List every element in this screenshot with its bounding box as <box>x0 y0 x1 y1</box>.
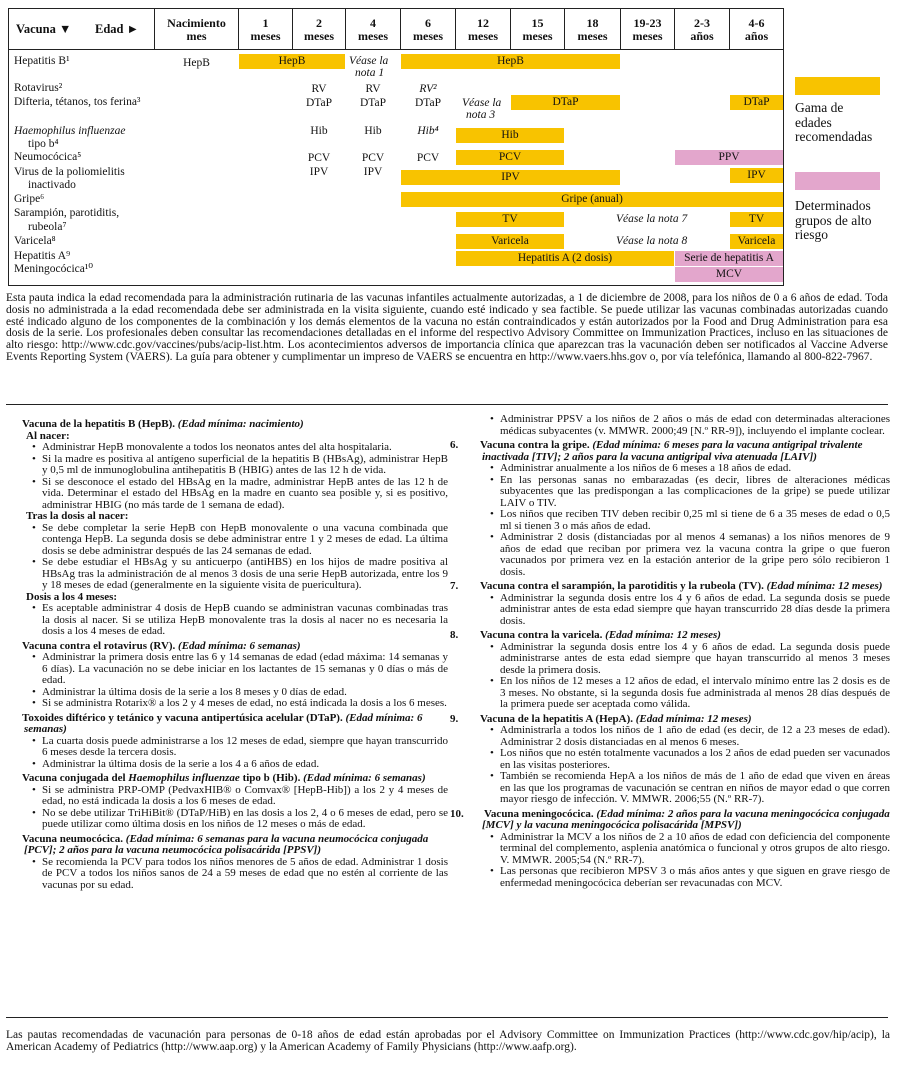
row-label-ipv: Virus de la poliomielitis <box>14 166 125 178</box>
row-label-hepa: Hepatitis A⁹ <box>14 250 71 262</box>
cell-dtap-6m: DTaP <box>414 97 442 109</box>
row-label-dtap: Difteria, tétanos, tos ferina³ <box>14 96 141 108</box>
cell-rv-6m: RV² <box>419 83 437 95</box>
list-item: • Administrar 2 dosis (distanciadas por al menos 4 semanas) a los niños menores de 9 años de edad que reciban por primera vez la vacuna contra la gripe o que fueron vacunados por primera vez en la estación anterior de la gripe pero sólo recibieron 1 dosis. <box>466 532 890 578</box>
row-label-mmr-2: rubeola⁷ <box>28 221 67 233</box>
age-header: 2-3 años <box>690 16 714 43</box>
cell-ipv-4m: IPV <box>363 166 383 178</box>
table-border-bottom <box>8 285 784 286</box>
cell-hib-4m: Hib <box>364 125 382 137</box>
bar-dtap-15-18m: DTaP <box>511 95 620 110</box>
note-9-heading: 9. Vacuna de la hepatitis A (HepA). (Edad mínima: 12 meses) <box>450 712 752 725</box>
age-header: 1 meses <box>250 16 281 43</box>
bar-hepb-1-2m: HepB <box>239 54 345 69</box>
list-item: • Administrar la segunda dosis entre los 4 y 6 años de edad. La segunda dosis se puede administrar antes de esta edad siempre que hayan transcurrido 28 días desde la primera dosis. <box>466 593 890 628</box>
note-2-heading: Vacuna contra el rotavirus (RV). (Edad mínima: 6 semanas) <box>22 639 301 652</box>
list-item: • Si la madre es positiva al antígeno superficial de la hepatitis B (HBsAg), administrar HepB y 0,5 ml de inmunoglobulina antihepatitis B (HBIG) antes de las 12 h de vida. <box>8 454 448 477</box>
row-label-ipv-2: inactivado <box>28 179 76 191</box>
row-label-varicela: Varicela⁸ <box>14 235 56 247</box>
bar-mcv: MCV <box>675 267 783 282</box>
bar-hepa: Hepatitis A (2 dosis) <box>456 251 674 266</box>
row-label-hib: Haemophilus influenzae <box>14 125 126 137</box>
list-item: • Administrar anualmente a los niños de 6 meses a 18 años de edad. <box>466 463 890 475</box>
footer-paragraph: Las pautas recomendadas de vacunación para personas de 0-18 años de edad están aprobadas por el Advisory Committee on Immunization Practices (http://www.cdc.gov/hip/acip), la American Academy of Pediatrics (http://www.aap.org) y la American Academy of Family Physicians (http://www.aafp.org). <box>6 1029 890 1053</box>
bar-ppv-2-6y: PPV <box>675 150 783 165</box>
header-vacuna: Vacuna ▼ <box>16 22 72 36</box>
note-1-sub-after: Tras la dosis al nacer: <box>26 510 129 522</box>
table-border-top <box>8 8 784 9</box>
bar-flu: Gripe (anual) <box>401 192 783 207</box>
list-item: • Si se administra PRP-OMP (PedvaxHIB® o Comvax® [HepB-Hib]) a los 2 y 4 meses de edad, no está indicada la dosis a los 6 meses de edad. <box>8 785 448 808</box>
legend-swatch-recommended <box>795 77 880 95</box>
list-item: • Administrar la última dosis de la serie a los 4 a 6 años de edad. <box>8 759 448 771</box>
list-item: • Administrar la MCV a los niños de 2 a 10 años de edad con deficiencia del componente terminal del complemento, asplenia anatómica o funcional y otros grupos de alto riesgo. V. MMWR. 2005;54 (N.º RR-7). <box>466 832 890 867</box>
table-border-right <box>783 8 784 286</box>
row-label-hepb: Hepatitis B¹ <box>14 55 70 67</box>
legend-label-high-risk: Determinados grupos de alto riesgo <box>795 198 872 242</box>
legend-label-recommended: Gama de edades recomendadas <box>795 100 873 144</box>
list-item: • En los niños de 12 meses a 12 años de edad, el intervalo mínimo entre las 2 dosis es de 3 meses. No obstante, si la segunda dosis fue administrada al menos 28 días después de la primera puede ser aceptada como válida. <box>466 676 890 711</box>
notes-right-column <box>450 413 890 889</box>
note-6-heading: 6. Vacuna contra la gripe. (Edad mínima: 6 meses para la vacuna antigripal trivalente inactivada [TIV]; 2 años para la vacuna antigripal viva atenuada [LAIV]) <box>450 439 863 463</box>
age-header: 15 meses <box>522 16 553 43</box>
note-tv: Véase la nota 7 <box>616 213 688 225</box>
list-item: • No se debe utilizar TriHiBit® (DTaP/HiB) en las dosis a los 2, 4 o 6 meses de edad, pero se puede utilizar como última dosis en los niños de 12 meses o más de edad. <box>8 808 448 831</box>
cell-rv-2m: RV <box>311 83 327 95</box>
bar-var-12-15m: Varicela <box>456 234 564 249</box>
row-label-mcv: Meningocócica¹⁰ <box>14 263 93 275</box>
bar-hepa-series: Serie de hepatitis A <box>675 251 783 266</box>
list-item: • En las personas sanas no embarazadas (es decir, libres de alteraciones médicas subyacentes que las predispongan a las complicaciones de la gripe) se puede utilizar LAIV o TIV. <box>466 475 890 510</box>
row-label-flu: Gripe⁶ <box>14 193 45 205</box>
note-8-heading: 8. Vacuna contra la varicela. (Edad mínima: 12 meses) <box>450 629 721 641</box>
note-7-heading: 7. Vacuna contra el sarampión, la parotiditis y la rubeola (TV). (Edad mínima: 12 meses) <box>450 580 883 592</box>
bar-ipv-6-18m: IPV <box>401 170 620 185</box>
legend-swatch-high-risk <box>795 172 880 190</box>
list-item: • Los niños que no estén totalmente vacunados a los 2 años de edad pueden ser vacunados en las visitas posteriores. <box>466 748 890 771</box>
intro-paragraph: Esta pauta indica la edad recomendada para la administración rutinaria de las vacunas infantiles actualmente autorizadas, a 1 de diciembre de 2008, para los niños de 0 a 6 años de edad. Toda dosis no administrada a la edad recomendada debe ser administrada en la visita siguiente, cuando esté indicado y sea factible. Se puede utilizar las vacunas combinadas autorizadas cuando esté indicado alguno de los componentes de la combinación y los demás elementos de la vacuna no están contraindicados y están autorizados por la Food and Drug Administration para esa dosis de la serie. Los profesionales deben consultar las recomendaciones detalladas en el informe del respectivo Advisory Committee on Immunization Practices, incluso en las situaciones de alto riesgo: http://www.cdc.gov/vaccines/pubs/acip-list.htm. Los acontecimientos adversos de importancia clínica que aparezcan tras la vacunación deben ser notificados al Vaccine Adverse Events Reporting System (VAERS). La guía para obtener y cumplimentar un impreso de VAERS se encuentra en http://www.vaers.hhs.gov o, por vía telefónica, llamando al 800-822-7967. <box>6 292 888 363</box>
note-4-heading: Vacuna conjugada del Haemophilus influenzae tipo b (Hib). (Edad mínima: 6 semanas) <box>22 772 426 784</box>
list-item: • Los niños que reciben TIV deben recibir 0,25 ml si tiene de 6 a 35 meses de edad o 0,5 ml si tienen 3 o más años de edad. <box>466 509 890 532</box>
cell-rv-4m: RV <box>365 83 381 95</box>
note-hepb: Véase la nota 1 <box>349 55 389 79</box>
bar-tv-4-6y: TV <box>730 212 783 227</box>
list-item: • Administrar HepB monovalente a todos los neonatos antes del alta hospitalaria. <box>8 442 448 454</box>
age-header: 4 meses <box>358 16 388 43</box>
list-item: • Se debe estudiar el HBsAg y su anticuerpo (antiHBS) en los hijos de madre positiva al HBsAg tras la administración de al menos 3 dosis de una serie HepB autorizada, entre los 9 y 18 meses de edad (generalmente en la siguiente visita de puericultura). <box>8 557 448 592</box>
divider-footer <box>6 1017 888 1018</box>
note-10-heading: 10. Vacuna meningocócica. (Edad mínima: 2 años para la vacuna meningocócica conjugada [MCV] y la vacuna meningocócica polisacárida [MPSV]) <box>450 807 890 831</box>
note-1-sub-birth: Al nacer: <box>26 429 70 442</box>
cell-dtap-4m: DTaP <box>359 97 387 109</box>
note-3-heading: Toxoides diftérico y tetánico y vacuna antipertúsica acelular (DTaP). (Edad mínima: 6 semanas) <box>22 711 423 735</box>
note-1-sub-4m: Dosis a los 4 meses: <box>26 590 118 603</box>
age-header: Nacimiento mes <box>167 16 226 43</box>
list-item: • Se debe completar la serie HepB con HepB monovalente o una vacuna combinada que contenga HepB. La segunda dosis se debe administrar entre 1 y 2 meses de edad. La última dosis se debe administrar después de las 24 semanas de edad. <box>8 523 448 558</box>
cell-hib-2m: Hib <box>310 125 328 137</box>
divider-notes-top <box>6 404 888 405</box>
bar-pcv-12-15m: PCV <box>456 150 564 165</box>
list-item: • Administrar la primera dosis entre las 6 y 14 semanas de edad (edad máxima: 14 semanas y 6 días). La vacunación no se debe iniciar en los lactantes de 15 semanas y 0 días o más de edad. <box>8 652 448 687</box>
age-header: 6 meses <box>413 16 443 43</box>
list-item: • También se recomienda HepA a los niños de más de 1 año de edad que viven en áreas en las que los programas de vacunación se centran en niños de mayor edad o que corren mayor riesgo de infección. V. MMWR. 2006;55 (N.º RR-7). <box>466 771 890 806</box>
cell-pcv-4m: PCV <box>361 152 385 164</box>
cell-hepb-birth: HepB <box>183 57 210 69</box>
cell-ipv-2m: IPV <box>309 166 329 178</box>
row-label-mmr: Sarampión, parotiditis, <box>14 207 120 219</box>
cell-pcv-6m: PCV <box>416 152 440 164</box>
list-item: • Las personas que recibieron MPSV 3 o más años antes y que siguen en grave riesgo de enfermedad meningocócica deberían ser revacunadas con MCV. <box>466 866 890 889</box>
list-item: • Es aceptable administrar 4 dosis de HepB cuando se administran vacunas combinadas tras la dosis al nacer. Si se utiliza HepB monovalente tras la dosis al nacer no es necesaria la dosis a los 4 meses de edad. <box>8 603 448 638</box>
age-header: 4-6 años <box>744 16 769 43</box>
row-label-rotavirus: Rotavirus² <box>14 82 63 94</box>
bar-hepb-6-18m: HepB <box>401 54 620 69</box>
header-edad: Edad ► <box>95 22 139 36</box>
bar-tv-12-15m: TV <box>456 212 564 227</box>
row-label-pcv: Neumocócica⁵ <box>14 151 82 163</box>
list-item: • Administrarla a todos los niños de 1 año de edad (es decir, de 12 a 23 meses de edad). Administrar 2 dosis distanciadas en al menos 6 meses. <box>466 725 890 748</box>
list-item: • Si se administra Rotarix® a los 2 y 4 meses de edad, no está indicada la dosis a los 6 meses. <box>8 698 448 710</box>
list-item: • Administrar PPSV a los niños de 2 años o más de edad con determinadas alteraciones médicas subyacentes (v. MMWR. 2000;49 [N.º RR-9]), incluyendo el implante coclear. <box>466 414 890 437</box>
note-var: Véase la nota 8 <box>616 235 688 247</box>
bar-hib-12-15m: Hib <box>456 128 564 143</box>
table-border-left <box>8 8 9 286</box>
note-1-heading: Vacuna de la hepatitis B (HepB). (Edad mínima: nacimiento) <box>22 418 304 430</box>
cell-dtap-2m: DTaP <box>305 97 333 109</box>
list-item: • La cuarta dosis puede administrarse a los 12 meses de edad, siempre que hayan transcurrido 6 meses desde la tercera dosis. <box>8 736 448 759</box>
notes-left-column <box>8 416 448 891</box>
bar-ipv-4-6y: IPV <box>730 168 783 183</box>
bar-var-4-6y: Varicela <box>730 234 783 249</box>
list-item: • Se recomienda la PCV para todos los niños menores de 5 años de edad. Administrar 1 dosis de PCV a todos los niños sanos de 24 a 59 meses de edad que no estén al corriente de las vacunas por su edad. <box>8 857 448 892</box>
age-header: 18 meses <box>577 16 608 43</box>
cell-hib-6m: Hib⁴ <box>417 125 439 137</box>
note-dtap: Véase la nota 3 <box>462 97 502 121</box>
cell-pcv-2m: PCV <box>307 152 331 164</box>
age-header: 19-23 meses <box>632 16 663 43</box>
bar-dtap-4-6y: DTaP <box>730 95 783 110</box>
list-item: • Administrar la segunda dosis entre los 4 y 6 años de edad. La segunda dosis puede administrarse antes de esta edad siempre que hayan transcurrido al menos 3 meses desde la primera dosis. <box>466 642 890 677</box>
age-header: 2 meses <box>304 16 334 43</box>
age-header: 12 meses <box>468 16 498 43</box>
note-5-heading: Vacuna neumocócica. (Edad mínima: 6 semanas para la vacuna neumocócica conjugada [PCV]; 2 años para la vacuna neumocócica polisacárida [PPSV]) <box>22 832 429 856</box>
list-item: • Administrar la última dosis de la serie a los 8 meses y 0 días de edad. <box>8 687 448 699</box>
list-item: • Si se desconoce el estado del HBsAg en la madre, administrar HepB antes de las 12 h de vida. Determinar el estado del HBsAg en la madre en cuanto sea posible y, si es positivo, administrar HBIG (no más tarde de 1 semana de edad). <box>8 477 448 512</box>
row-label-hib-2: tipo b⁴ <box>28 138 59 150</box>
